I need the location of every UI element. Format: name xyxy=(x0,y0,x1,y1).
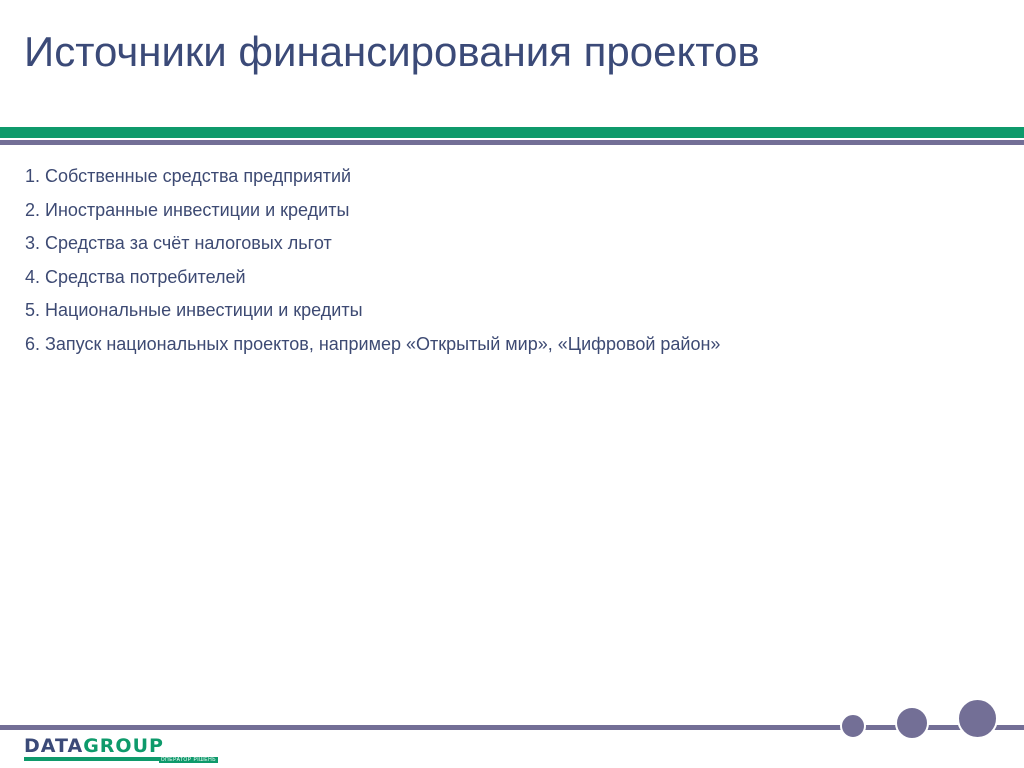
list-item: 1. Собственные средства предприятий xyxy=(25,166,352,186)
list-item: 4. Средства потребителей xyxy=(25,266,246,287)
logo-wordmark-group: GROUP xyxy=(83,735,164,757)
list-item: 2. Иностранные инвестиции и кредиты xyxy=(25,199,350,220)
datagroup-logo xyxy=(24,735,218,763)
header-band-green xyxy=(0,127,1024,138)
list-item: 6. Запуск национальных проектов, например «Открытый мир», «Цифровой район» xyxy=(25,333,721,354)
list-item: 3. Средства за счёт налоговых льгот xyxy=(25,233,332,253)
logo-wordmark xyxy=(24,735,164,757)
footer-dot-large xyxy=(957,698,998,739)
slide-title: Источники финансирования проектов xyxy=(24,28,760,75)
footer-dot-medium xyxy=(895,706,929,740)
list-item: 5. Национальные инвестиции и кредиты xyxy=(25,300,363,320)
logo-wordmark-data: DATA xyxy=(24,735,84,757)
footer-dot-small xyxy=(840,713,866,739)
header-band-purple xyxy=(0,140,1024,145)
footer-line xyxy=(0,725,1024,730)
funding-sources-list xyxy=(25,160,720,361)
logo-tagline: ОПЕРАТОР РІШЕНЬ xyxy=(160,757,216,763)
